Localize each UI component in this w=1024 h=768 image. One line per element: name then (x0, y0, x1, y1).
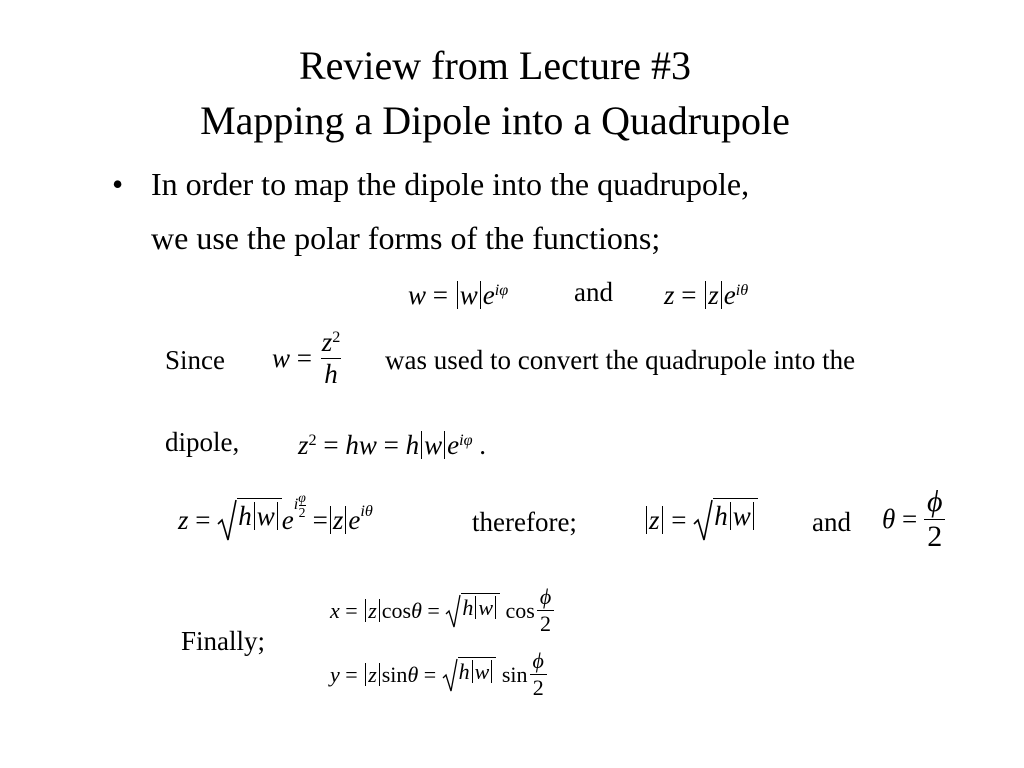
and-label-2: and (812, 507, 851, 537)
slide-title-line-1: Review from Lecture #3 (298, 43, 692, 88)
finally-label: Finally; (181, 626, 266, 656)
equation-z-squared: $z^2$ = hw = h w $e^{i\varphi}$ . (298, 430, 487, 460)
equation-w-z-squared-over-h: w = $\frac{z^2}{h}$ (272, 327, 341, 389)
and-label-1: and (574, 277, 613, 307)
bullet-text-line-2: we use the polar forms of the functions; (151, 220, 661, 256)
sqrt-icon (217, 498, 237, 542)
equation-z-sqrt: z = h w e i $\frac{\varphi}{2}$ = z e iθ (178, 498, 373, 542)
sqrt-icon (693, 498, 713, 542)
therefore-label: therefore; (472, 507, 577, 537)
equation-y: y = z sin θ = h w sin $\frac{\phi}{2}$ (330, 648, 547, 701)
slide-title-line-2: Mapping a Dipole into a Quadrupole (200, 98, 790, 143)
equation-z-polar: z = z $e^{i\theta}$ (664, 280, 749, 310)
since-continuation: was used to convert the quadrupole into the (385, 345, 856, 375)
sqrt-icon (445, 593, 461, 629)
equation-theta: θ = $\frac{\phi}{2}$ (882, 485, 946, 554)
since-label: Since (165, 345, 225, 375)
dipole-label: dipole, (165, 427, 240, 457)
bullet-marker: • (112, 166, 124, 202)
equation-w-polar: w = w $e^{i\varphi}$ (408, 280, 509, 310)
bullet-text-line-1: In order to map the dipole into the quadrupole, (151, 166, 750, 202)
sqrt-icon (442, 657, 458, 693)
equation-x: x = z cos θ = h w cos $\frac{\phi}{2}$ (330, 584, 554, 637)
equation-abs-z: z = h w (644, 498, 758, 542)
